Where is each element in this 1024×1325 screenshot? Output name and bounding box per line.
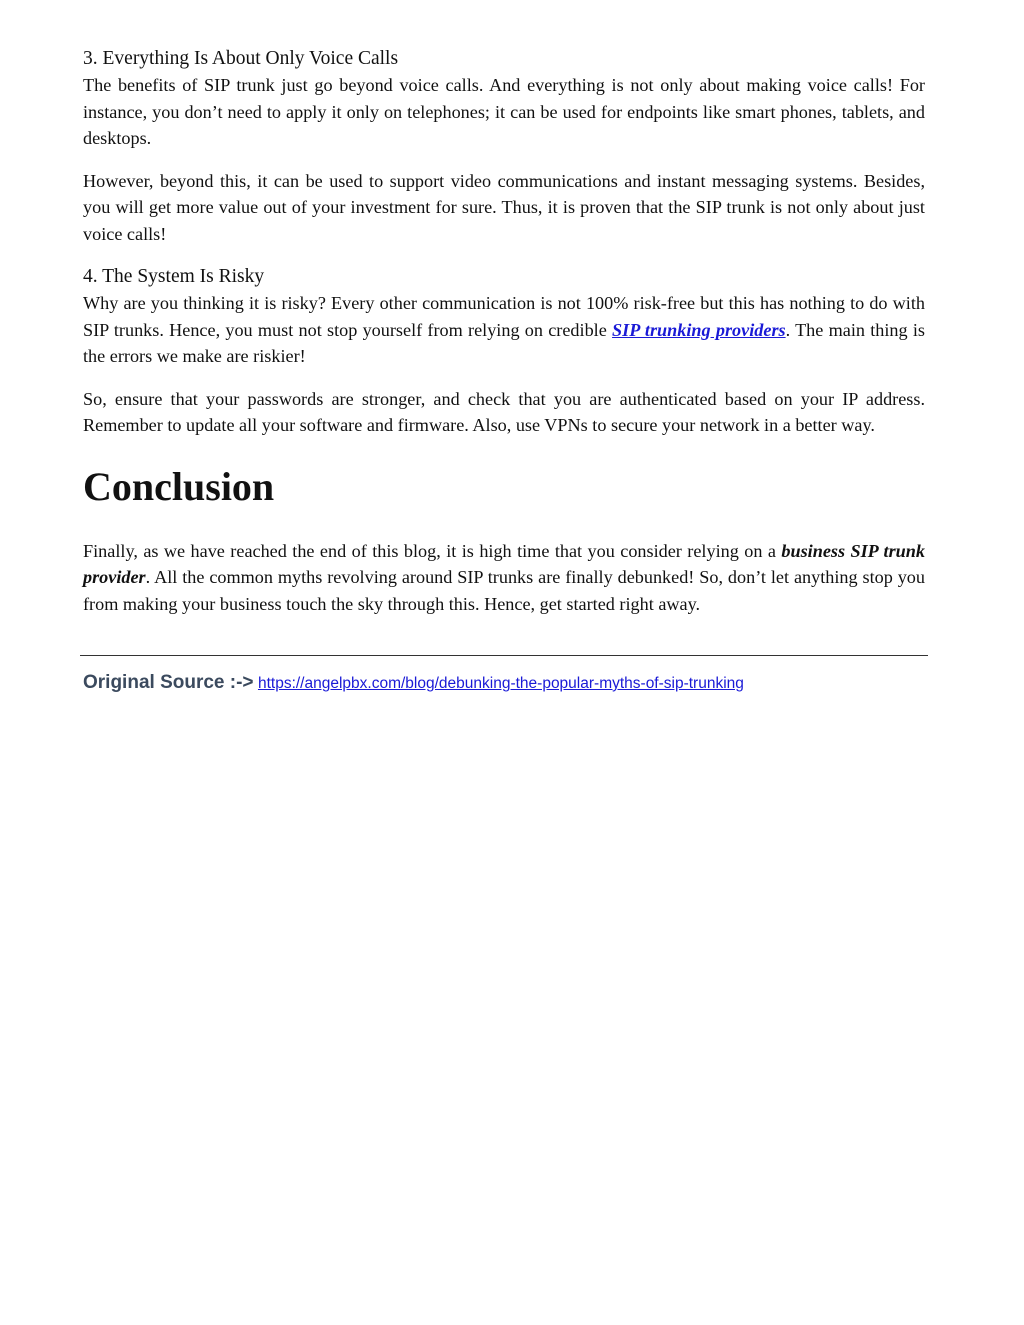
section-heading-system-risky-text: 4. The System Is Risky bbox=[83, 266, 265, 287]
paragraph-voice-calls-2: However, beyond this, it can be used to support video communications and instant messaging systems. Besides, you will get more value out of your investment for sure. Thus, it is proven that the SIP trunk is not only about just voice calls! bbox=[83, 170, 925, 244]
paragraph-text: . All the common myths revolving around SIP trunks are finally debunked! So, don’t let anything stop you from making your business touch the sky through this. Hence, get started right away. bbox=[83, 567, 925, 614]
paragraph-system-risky-1 bbox=[83, 290, 925, 370]
business-sip-trunk-provider-emphasis: business SIP trunk provider bbox=[83, 540, 926, 587]
paragraph-system-risky-2: So, ensure that your passwords are stronger, and check that you are authenticated based on your IP address. Remember to update all your software and firmware. Also, use VPNs to secure your network in a better way. bbox=[83, 388, 925, 435]
paragraph-text: Finally, as we have reached the end of this blog, it is high time that you consider relying on a bbox=[83, 540, 782, 561]
original-source-link[interactable]: https://angelpbx.com/blog/debunking-the-popular-myths-of-sip-trunking bbox=[257, 675, 744, 692]
paragraph-text: . The main thing is the errors we make are riskier! bbox=[83, 319, 925, 366]
horizontal-divider bbox=[80, 655, 928, 656]
paragraph-text: Why are you thinking it is risky? Every other communication is not 100% risk-free but this has nothing to do with SIP trunks. Hence, you must not stop yourself from relying on credible bbox=[83, 293, 925, 340]
sip-trunking-providers-link[interactable]: SIP trunking providers bbox=[612, 319, 786, 340]
original-source-line bbox=[83, 672, 744, 694]
section-heading-system-risky bbox=[83, 264, 925, 290]
section-heading-voice-calls: 3. Everything Is About Only Voice Calls bbox=[83, 48, 399, 69]
paragraph-conclusion bbox=[83, 538, 925, 618]
original-source-label: Original Source :-> bbox=[83, 672, 254, 693]
paragraph-voice-calls-1: The benefits of SIP trunk just go beyond voice calls. And everything is not only about making voice calls! For instance, you don’t need to apply it only on telephones; it can be used for endpoints like smart phones, tablets, and desktops. bbox=[83, 75, 925, 148]
conclusion-title: Conclusion bbox=[83, 463, 275, 509]
document-page bbox=[83, 46, 925, 617]
